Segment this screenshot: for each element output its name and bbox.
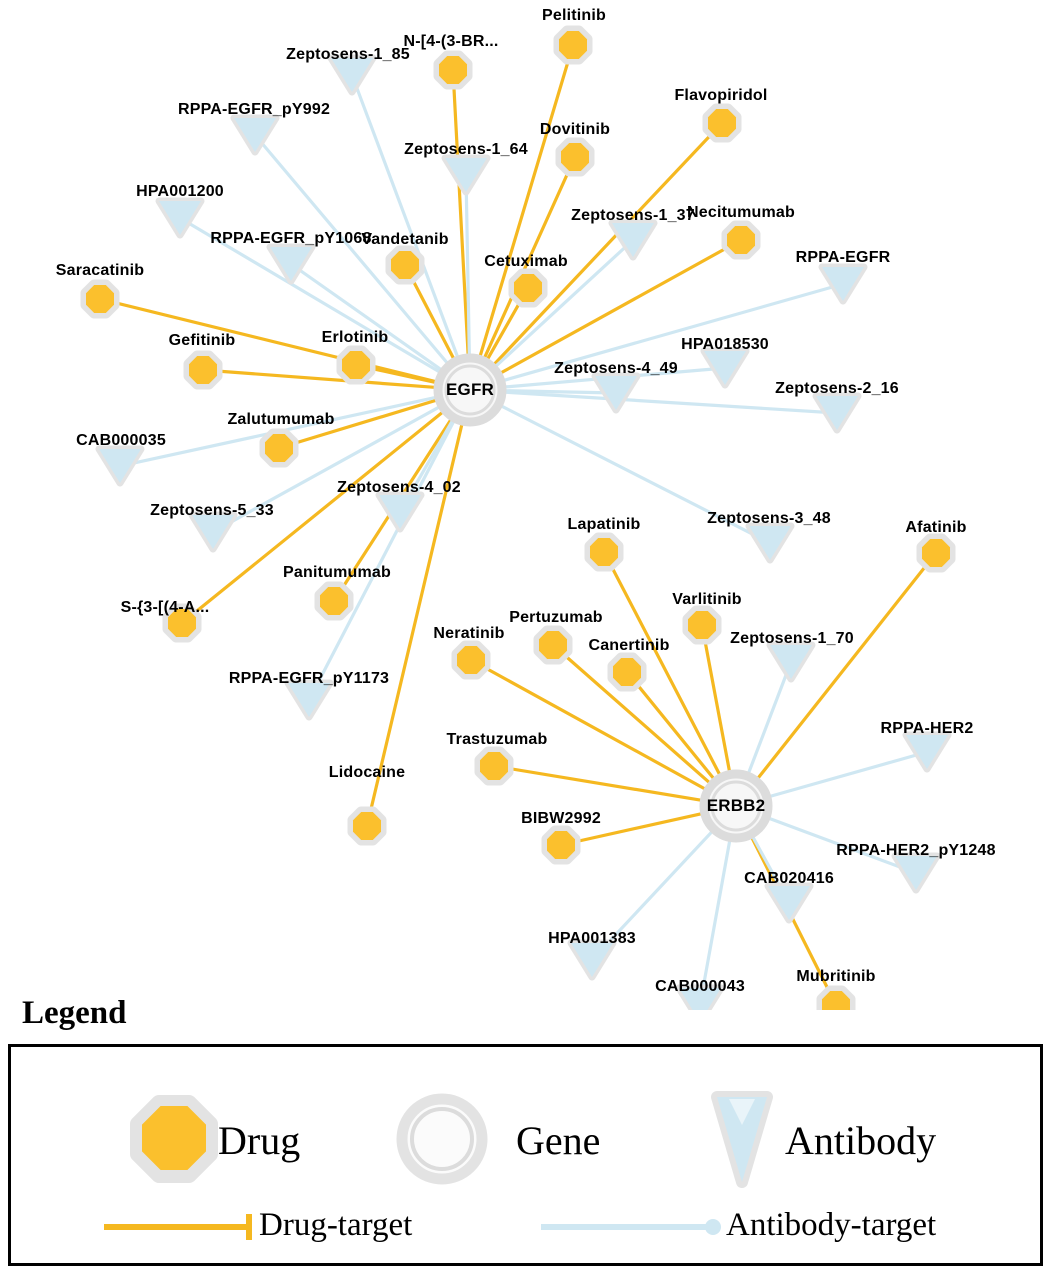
drug-octagon-icon (391, 251, 419, 279)
drug-octagon-icon (457, 646, 485, 674)
antibody-target-edge (769, 752, 927, 797)
antibody-node-label: RPPA-HER2_pY1248 (836, 842, 996, 859)
drug-node-label: BIBW2992 (521, 810, 601, 827)
drug-target-edge-icon (104, 1214, 251, 1240)
drug-octagon-icon (613, 658, 641, 686)
drug-node[interactable] (438, 55, 468, 85)
drug-octagon-icon (265, 434, 293, 462)
antibody-node-label: HPA001200 (136, 183, 224, 200)
antibody-chevron-fill (770, 645, 812, 679)
antibody-node-label: RPPA-EGFR_pY1068 (210, 230, 372, 247)
drug-target-edge (480, 45, 573, 357)
antibody-node-label: RPPA-EGFR_pY1173 (228, 670, 390, 687)
antibody-node-label: RPPA-EGFR_pY992 (177, 101, 331, 118)
drug-node-label: Lapatinib (567, 516, 641, 533)
drug-node-label: Saracatinib (55, 262, 145, 279)
drug-node-label: S-{3-[(4-A... (120, 599, 210, 616)
drug-node[interactable] (821, 990, 851, 1010)
antibody-node-label: Zeptosens-5_33 (150, 502, 274, 519)
drug-octagon-icon (708, 109, 736, 137)
antibody-chevron-fill (445, 158, 487, 192)
drug-octagon-icon (688, 611, 716, 639)
antibody-node[interactable] (906, 735, 948, 769)
legend-label-drug-target: Drug-target (259, 1207, 413, 1243)
drug-node[interactable] (188, 355, 218, 385)
antibody-chevron-fill (571, 943, 613, 977)
antibody-chevron-fill (895, 856, 937, 890)
gene-circle-icon (402, 1099, 482, 1179)
antibody-node-label: Zeptosens-4_49 (554, 360, 678, 377)
drug-node[interactable] (85, 284, 115, 314)
antibody-chevron-fill (99, 449, 141, 483)
drug-octagon-icon (342, 351, 370, 379)
gene-node-label: EGFR (445, 380, 495, 399)
antibody-node-label: CAB020416 (744, 870, 834, 887)
antibody-node-label: Zeptosens-2_16 (775, 380, 899, 397)
antibody-node[interactable] (571, 943, 613, 977)
drug-octagon-icon (727, 226, 755, 254)
drug-node-label: Panitumumab (283, 564, 391, 581)
drug-octagon-icon (189, 356, 217, 384)
legend-label-antibody: Antibody (785, 1118, 937, 1163)
drug-octagon-icon (547, 831, 575, 859)
antibody-node-label: Zeptosens-3_48 (707, 510, 831, 527)
antibody-node[interactable] (768, 886, 810, 920)
drug-node-label: Neratinib (433, 625, 505, 642)
drug-target-edge (627, 672, 715, 780)
antibody-target-edge-icon (541, 1219, 721, 1235)
drug-node-label: Canertinib (588, 637, 670, 654)
legend-label-drug: Drug (218, 1118, 301, 1163)
antibody-node[interactable] (822, 267, 864, 301)
drug-node[interactable] (319, 586, 349, 616)
drug-node[interactable] (264, 433, 294, 463)
antibody-node[interactable] (445, 158, 487, 192)
drug-node[interactable] (513, 273, 543, 303)
antibody-node[interactable] (895, 856, 937, 890)
antibody-node[interactable] (749, 526, 791, 560)
drug-octagon-icon (439, 56, 467, 84)
drug-octagon-icon (138, 1103, 210, 1175)
antibody-node[interactable] (770, 645, 812, 679)
antibody-chevron-fill (906, 735, 948, 769)
drug-node[interactable] (687, 610, 717, 640)
antibody-node-label: HPA001383 (548, 930, 636, 947)
drug-node-label: Gefitinib (168, 332, 236, 349)
antibody-chevron-fill (159, 201, 201, 235)
antibody-node[interactable] (159, 201, 201, 235)
drug-node-label: Necitumumab (687, 204, 795, 221)
drug-node-label: Mubritinib (796, 968, 876, 985)
drug-node[interactable] (390, 250, 420, 280)
antibody-node[interactable] (192, 515, 234, 549)
drug-octagon-icon (86, 285, 114, 313)
legend-label-antibody-target: Antibody-target (726, 1207, 937, 1243)
drug-node[interactable] (456, 645, 486, 675)
drug-octagon-icon (539, 631, 567, 659)
antibody-node-label: Zeptosens-1_70 (730, 630, 854, 647)
drug-node-label: Lidocaine (328, 764, 406, 781)
drug-node-label: Pertuzumab (509, 609, 603, 626)
antibody-target-edge (748, 662, 791, 774)
drug-node[interactable] (589, 537, 619, 567)
antibody-node[interactable] (234, 118, 276, 152)
antibody-chevron-fill (768, 886, 810, 920)
drug-node-label: Vandetanib (361, 231, 449, 248)
antibody-chevron-fill (192, 515, 234, 549)
antibody-node-label: Zeptosens-1_85 (286, 46, 410, 63)
antibody-chevron-icon (717, 1097, 767, 1182)
legend-title: Legend (22, 995, 127, 1031)
drug-octagon-icon (320, 587, 348, 615)
drug-node-label: Cetuximab (484, 253, 568, 270)
drug-node[interactable] (707, 108, 737, 138)
drug-node-label: Erlotinib (321, 329, 389, 346)
drug-node-label: Trastuzumab (446, 731, 548, 748)
drug-octagon-icon (922, 539, 950, 567)
drug-node-label: Pelitinib (541, 7, 607, 24)
antibody-target-edge (352, 75, 458, 358)
drug-octagon-icon (353, 812, 381, 840)
drug-node-label: Flavopiridol (674, 87, 768, 104)
antibody-chevron-fill (288, 683, 330, 717)
drug-node[interactable] (726, 225, 756, 255)
drug-octagon-icon (559, 31, 587, 59)
antibody-node-label: CAB000043 (655, 978, 745, 995)
antibody-chevron-fill (822, 267, 864, 301)
drug-node[interactable] (341, 350, 371, 380)
legend-box (8, 1044, 1043, 1266)
antibody-node-label: Zeptosens-1_64 (404, 141, 528, 158)
antibody-node-label: HPA018530 (681, 336, 769, 353)
drug-octagon-icon (561, 143, 589, 171)
drug-node-label: Dovitinib (539, 121, 611, 138)
drug-node-label: Zalutumumab (227, 411, 335, 428)
antibody-chevron-fill (749, 526, 791, 560)
drug-node[interactable] (612, 657, 642, 687)
antibody-node-label: RPPA-EGFR (795, 249, 891, 266)
drug-octagon-icon (480, 752, 508, 780)
antibody-node[interactable] (288, 683, 330, 717)
antibody-node-label: RPPA-HER2 (880, 720, 974, 737)
drug-node[interactable] (538, 630, 568, 660)
drug-node[interactable] (546, 830, 576, 860)
antibody-node-label: CAB000035 (76, 432, 166, 449)
antibody-node[interactable] (99, 449, 141, 483)
drug-node[interactable] (560, 142, 590, 172)
drug-node[interactable] (352, 811, 382, 841)
drug-node[interactable] (479, 751, 509, 781)
drug-node[interactable] (921, 538, 951, 568)
antibody-chevron-fill (234, 118, 276, 152)
drug-node-label: N-[4-(3-BR... (403, 33, 499, 50)
antibody-node-label: Zeptosens-4_02 (337, 479, 461, 496)
drug-octagon-icon (514, 274, 542, 302)
drug-node-label: Afatinib (905, 519, 967, 536)
legend-label-gene: Gene (516, 1118, 601, 1163)
drug-node-label: Varlitinib (672, 591, 742, 608)
drug-node[interactable] (558, 30, 588, 60)
gene-node-label: ERBB2 (706, 796, 766, 815)
antibody-node-label: Zeptosens-1_37 (571, 207, 695, 224)
drug-octagon-icon (590, 538, 618, 566)
